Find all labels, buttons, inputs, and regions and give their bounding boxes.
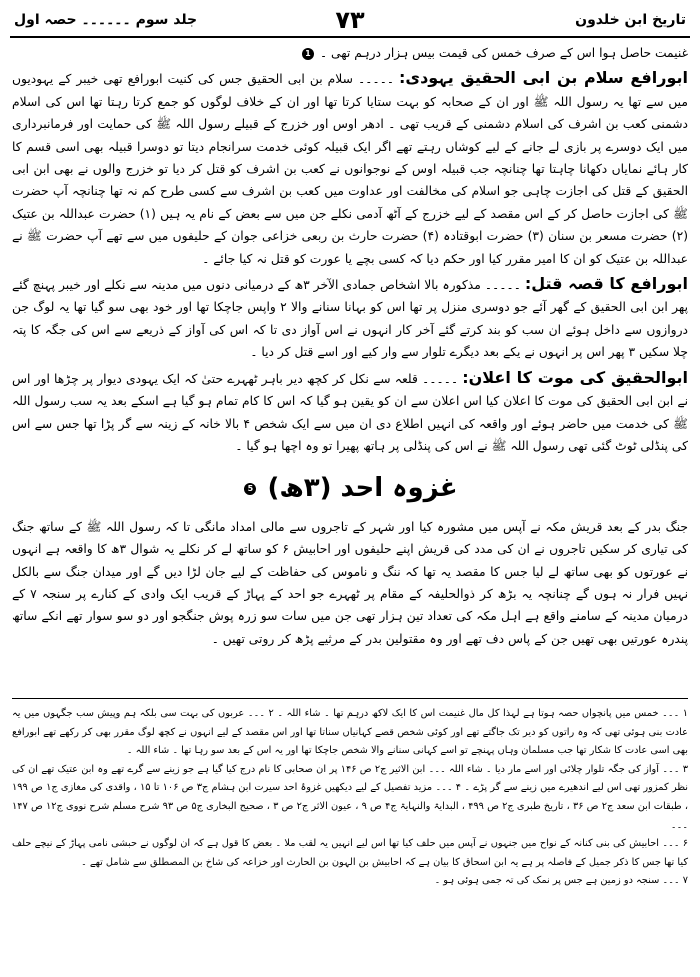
- footnote: ۳ ۔۔۔ آواز کی جگہ تلوار چلائی اور اسے مار دیا ۔ شاء اللہ ۔۔۔ ابن الاثیر ج۲ ص ۱۴۶ پر ان صحابی کا نام درج کیا گیا ہے جو زینے سے گرے تھے وہ ابن عتیک تھے ان کی نظر کمزور تھی اس لیے اندھیرے میں زینے سے گر پڑے ۔ ۴ ۔۔۔ مزید تفصیل کے لیے دیکھیں غزوۂ احد سیرت ابن ہشام ج۳ ص ۱۰۶ تا ۱۵ ، واقدی کی مغازی ج۱ ص ۱۹۹ ، طبقات ابن سعد ج۲ ص ۳۶ ، تاریخ طبری ج۲ ص ۴۹۹ ، البدایۃ والنہایۃ ج۴ ص ۹ ، عیون الاثر ج۲ ص ۳ ، صحیح البخاری ج۵ ص ۹۳ شرح مسلم شرح نووی ج۱۲ ص ۱۴۷ ۔۔۔: [12, 763, 689, 831]
- paragraph-death-announcement: ابوالحقیق کی موت کا اعلان: ۔۔۔۔۔ قلعہ سے نکل کر کچھ دیر باہر ٹھہرے حتیٰ کہ ایک یہودی دیوار پر چڑھا اور اس نے ابن ابی الحقیق کی موت کا اعلان کیا اس اعلان سے ان کو یقین ہو گیا کہ اس کا کام تمام ہو گیا ہے اسکے بعد یہ سب رسول اللہ ﷺ کی خدمت میں حاضر ہوئے اور واقعہ کی انہیں اطلاع دی ان میں سے ایک شخص ۴ بالا خانہ کے زینہ سے گر پڑا تھا جس سے اس کی پنڈلی ٹوٹ گئی تھی رسول اللہ ﷺ نے اس کی پنڈلی پر ہاتھ پھیرا تو وہ اچھا ہو گیا ۔: [12, 367, 688, 453]
- paragraph-killing-story: ابورافع کا قصہ قتل: ۔۔۔۔۔ مذکورہ بالا اشخاص جمادی الآخر ۳ھ کے درمیانی دنوں میں مدینہ سے نکلے اور خیبر پہنچ گئے پھر ابن ابی الحقیق کے گھر آئے جو دوسری منزل پر تھا اس کو بہانا سنانے والا ۲ واپس جاچکا تھا اور خود بھی سو گیا تھا یہ لوگ جن دروازوں سے داخل ہوئے ان سب کو بند کرتے گئے آخر کار انہوں نے اس آواز دی تا کہ اس کی آواز کے ذریعے سے اس کی جگہ کا پتہ چلا سکیں ۳ پھر اس پر انہوں نے یکے بعد دیگرے تلوار سے وار کیے اور اسے قتل کر دیا ۔: [12, 274, 689, 360]
- footnote: ۶ ۔۔۔ احابیش کی بنی کنانہ کے نواح میں جنہوں نے آپس میں حلف کیا تھا اس لیے انہیں یہ لقب ملا ۔ بعض کا قول ہے کہ ان لوگوں نے حبشی نامی پہاڑ کے نیچے حلف کیا تھا جس کا ذکر جمیل کے فاصلہ پر ہے یہ ابن اسحاق کا بیان ہے کہ احابیش بن الہون بن الحارث اور خزاعہ کی شاخ بن المصطلق سے شامل تھے ۔: [12, 838, 688, 868]
- section-title-uhud: غزوہ احد (۳ھ) 5: [12, 477, 688, 499]
- book-title: تاریخ ابن خلدون: [575, 12, 686, 28]
- page-number: ۷۳: [335, 6, 365, 34]
- main-text: [12, 42, 688, 653]
- footnote: ۱ ۔۔۔ خمس میں پانچواں حصہ ہوتا ہے لہذا کل مال غنیمت اس کا ایک لاکھ درہم تھا ۔ شاء اللہ ۔ ۲ ۔۔۔ عربوں کی بہت سی بلکہ ہم وپیش سب جگہوں میں یہ عادت بنی ہوئی تھی کہ وہ راتوں کو دیر تک جاگتے تھے اور کوئی شخص قصے کہانیاں سناتا تھا اور اس مقصد کے لیے انہوں نے کچھ لوگ مقرر بھی کر رکھے تھے ابورافع بھی اسی عادت کا شکار تھا جب مسلمان وہاں پہنچے تو اسے کہانی سنانے والا شخص جاچکا تھا اور یہ اس کے بعد سو رہا تھا ۔ شاء اللہ ۔: [12, 708, 688, 757]
- paragraph-uhud: جنگ بدر کے بعد قریش مکہ نے آپس میں مشورہ کیا اور شہر کے تاجروں سے مالی امداد مانگی تا کہ رسول اللہ ﷺ کے ساتھ جنگ کی تیاری کر سکیں تاجروں نے ان کی مدد کی قریش اپنے حلیفوں اور احابیش ۶ کو ساتھ لے کر نکلے یہ شوال ۳ھ کا واقعہ ہے انہوں نے عورتوں کو بھی ساتھ لے لیا جس کا مقصد یہ تھا کہ ننگ و ناموس کی حفاظت کے لیے جان لڑا دیں گے اور میدان جنگ سے بالکل نہیں فرار نہ ہوں گے چنانچہ یہ بڑھ کر ذوالحلیفہ کے مقام پر ٹھہرے جو احد کے پہاڑ کے قریب ایک وادی کے کنارے پر سنجہ ۷ کے درمیان مدینہ کے سامنے واقع ہے اہل مکہ کی تعداد تین ہزار تھی جن میں سات سو زرہ پوش جنگجو اور دو سو سوار تھے انکے ساتھ پندرہ عورتیں بھی تھیں جن کے پاس دف تھے اور وہ مقتولین بدر کے مرثیے پڑھ کر روتی تھیں ۔: [12, 519, 689, 646]
- intro-paragraph: غنیمت حاصل ہوا اس کے صرف خمس کی قیمت بیس ہزار درہم تھی ۔ 1: [12, 42, 688, 64]
- footnote-marker: 1: [302, 48, 314, 60]
- paragraph-abu-rafi: ابورافع سلام بن ابی الحقیق یہودی: ۔۔۔۔۔ سلام بن ابی الحقیق جس کی کنیت ابورافع تھی خیبر کے یہودیوں میں سے تھا یہ رسول اللہ ﷺ اور ان کے صحابہ کو بہت ستایا کرتا تھا اور ان کے خلاف لوگوں کو جمع کرتا رہتا تھا اس کی اسلام دشمنی کعب بن اشرف کی اسلام دشمنی کے قریب تھی ۔ ادھر اوس اور خزرج کے قبیلے رسول اللہ ﷺ کی حمایت اور فرمانبرداری میں ایک دوسرے پر بازی لے جانے کے لیے کوشاں رہتے تھے اگر ایک قبیلہ کوئی خدمت سرانجام دیتا تو دوسرا قبیلہ بھی اسی قسم کا کار ہائے نمایاں دکھانا چاہتا تھا چنانچہ جب قبیلہ اوس کے نوجوانوں نے کعب بن اشرف کو قتل کر دیا تو خزرج والوں نے بھی ابن ابی الحقیق کے قتل کی اجازت چاہی جو اسلام کی مخالفت اور عداوت میں کعب بن اشرف سے کسی طرح کم نہ تھا چنانچہ آپ حضرت ﷺ کی اجازت حاصل کر کے اس مقصد کے لیے خزرج کے آٹھ آدمی نکلے جن میں سے بعض کے نام یہ ہیں (۱) حضرت عبداللہ بن عتیک (۲) حضرت مسعر بن سنان (۳) حضرت ابوقتادہ (۴) حضرت حارث بن ربعی خزاعی جوان کے حلیفوں میں سے تھے آپ حضرت ﷺ نے عبداللہ بن عتیک کو ان کا امیر مقرر کیا اور حکم دیا کہ کسی بچے یا عورت کو قتل نہ کیا جائے ۔: [12, 68, 688, 266]
- heading-killing-story: ابورافع کا قصہ قتل:: [524, 274, 688, 294]
- footnotes: [12, 698, 688, 891]
- footnote: ۷ ۔۔۔ سنجہ دو زمین ہے جس پر نمک کی تہ جمی ہوئی ہو ۔: [434, 875, 688, 887]
- page-header: [10, 6, 690, 38]
- heading-death-announcement: ابوالحقیق کی موت کا اعلان:: [462, 367, 688, 387]
- footnote-marker: 5: [244, 483, 256, 495]
- volume-label: جلد سوم ۔۔۔۔۔۔ حصہ اول: [14, 12, 198, 28]
- heading-abu-rafi: ابورافع سلام بن ابی الحقیق یہودی:: [399, 68, 688, 88]
